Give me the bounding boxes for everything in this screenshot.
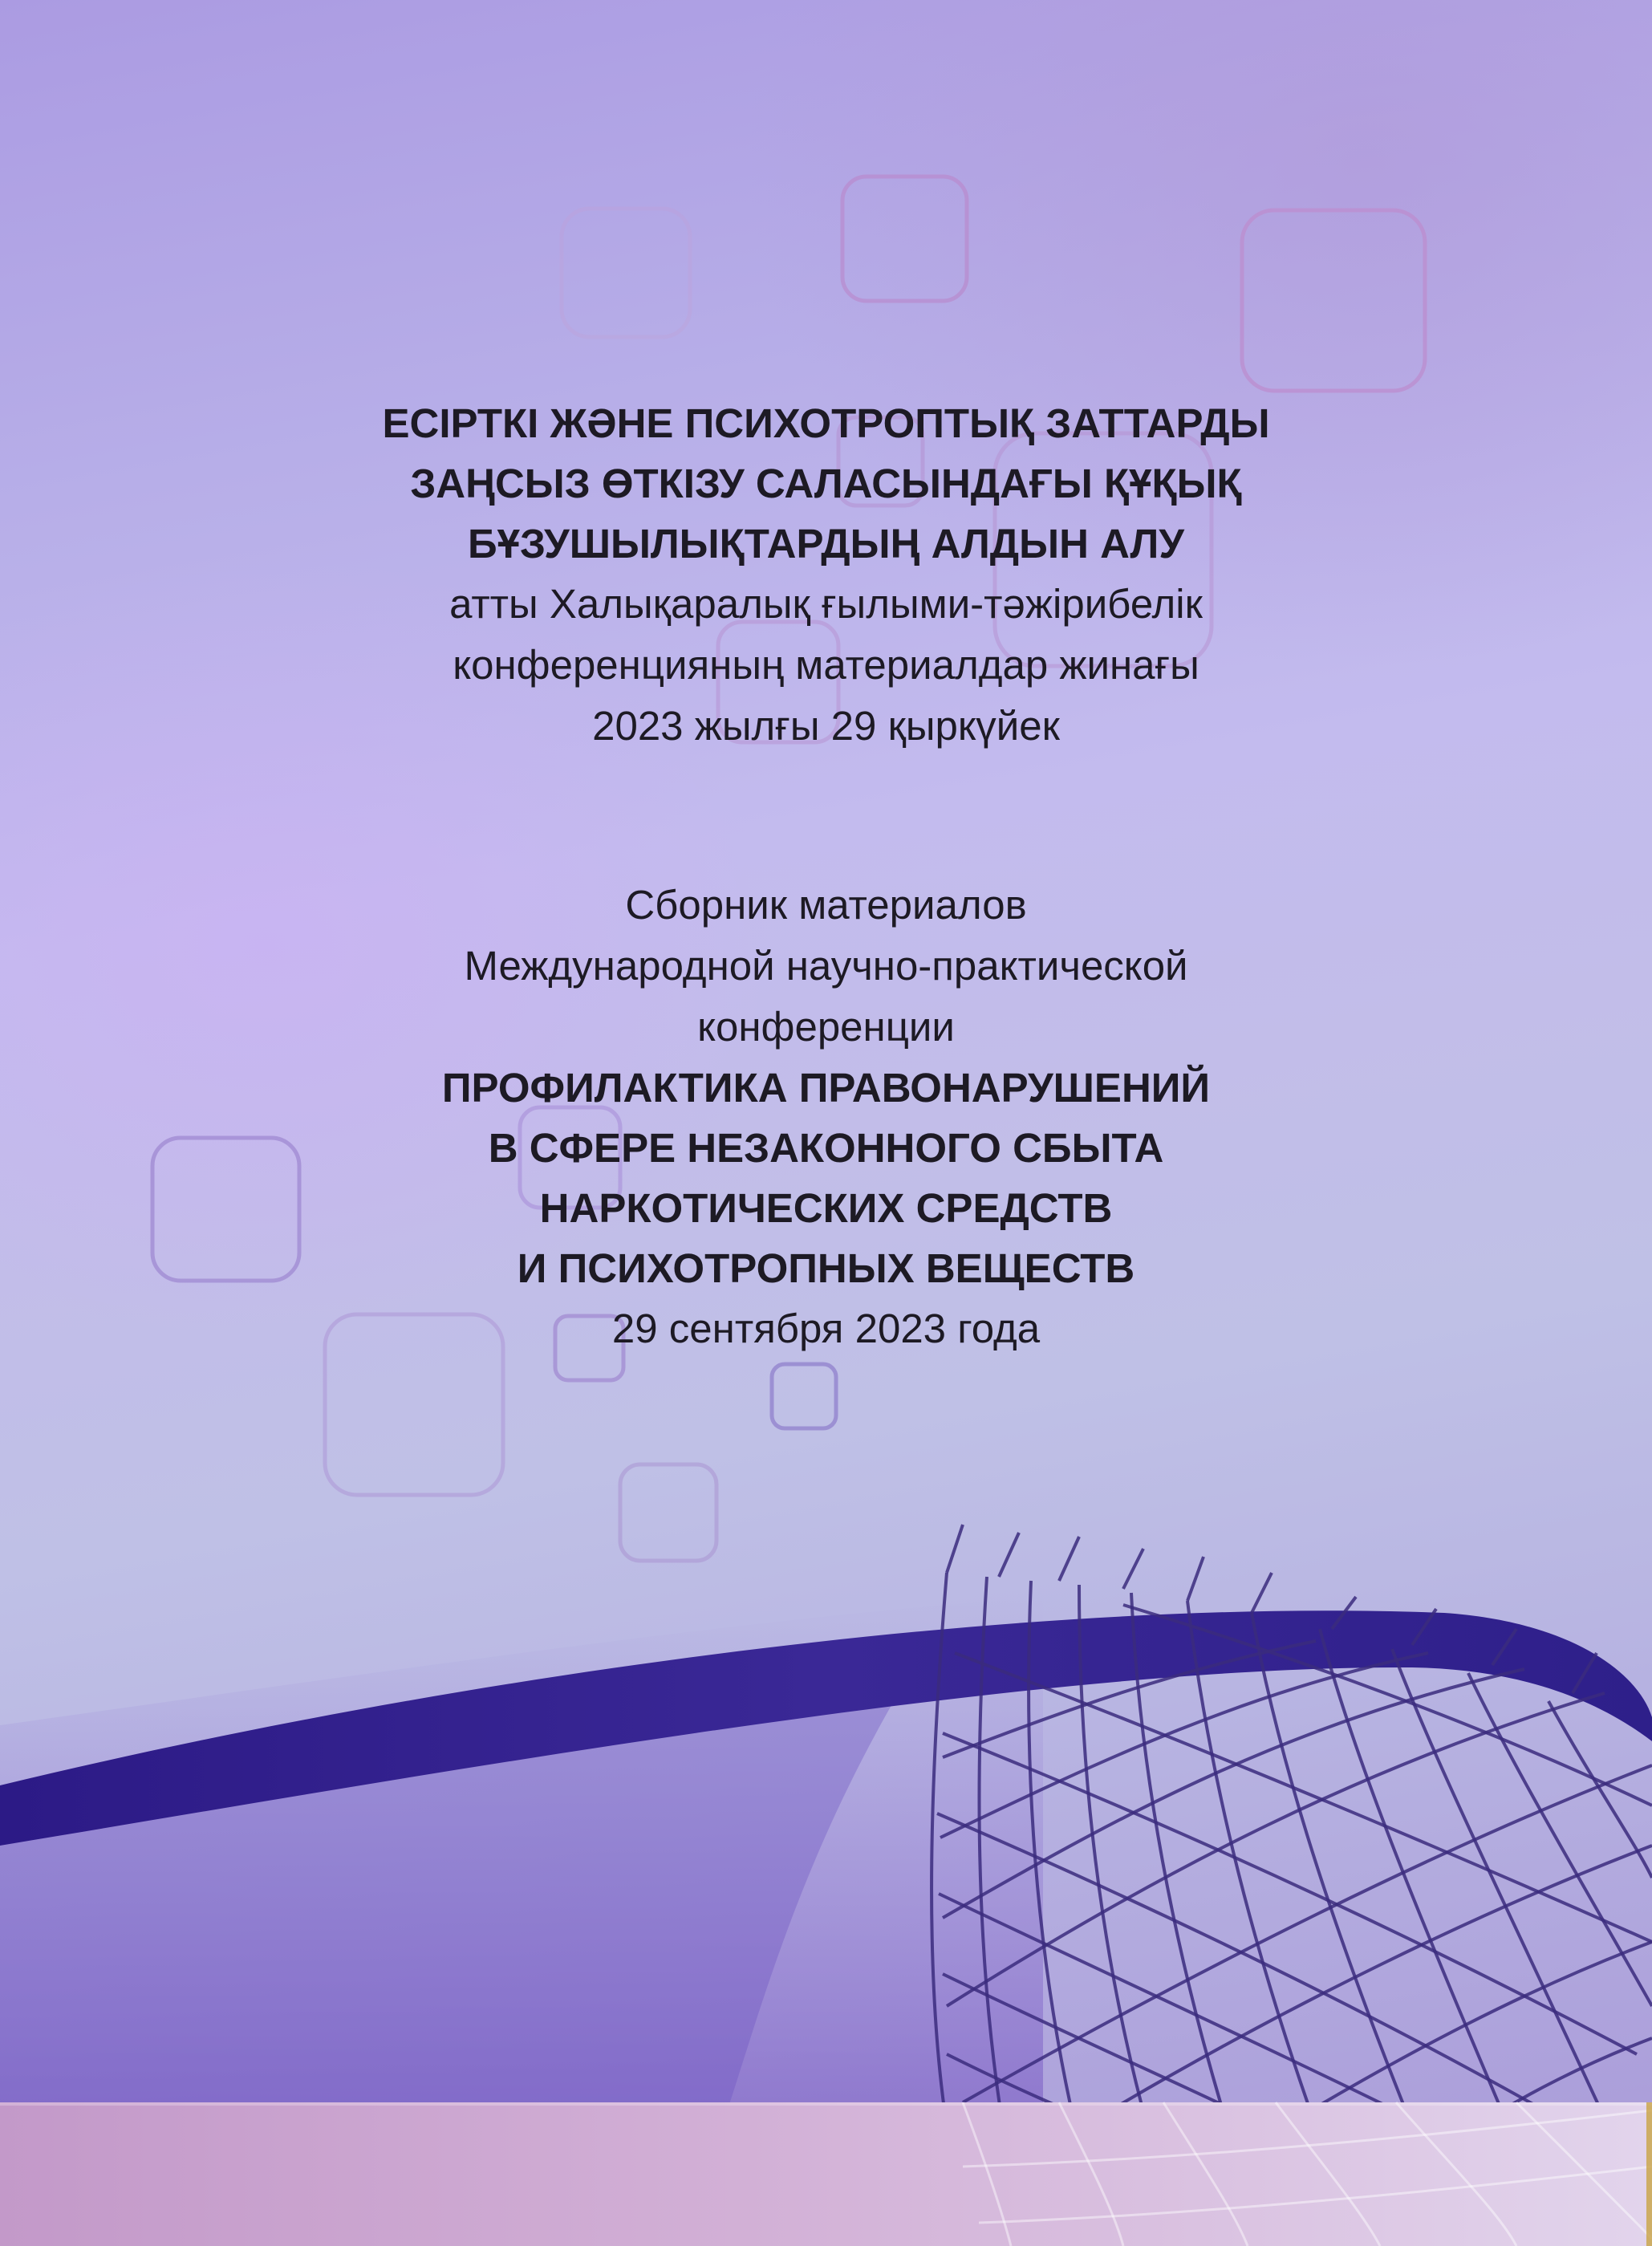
kazakh-title-block [0,393,1652,757]
kz-title-line: ЕСІРТКІ ЖӘНЕ ПСИХОТРОПТЫҚ ЗАТТАРДЫ [382,400,1270,446]
ru-title-line: И ПСИХОТРОПНЫХ ВЕЩЕСТВ [517,1245,1135,1291]
ru-intro-line: Международной научно-практической [464,943,1188,989]
ru-title-line: ПРОФИЛАКТИКА ПРАВОНАРУШЕНИЙ [441,1065,1211,1111]
russian-title-block [0,875,1652,1359]
bottom-band [0,2102,1652,2246]
kz-title-line: БҰЗУШЫЛЫҚТАРДЫҢ АЛДЫН АЛУ [467,521,1185,567]
kz-title-line: ЗАҢСЫЗ ӨТКІЗУ САЛАСЫНДАҒЫ ҚҰҚЫҚ [410,461,1242,506]
ru-date: 29 сентября 2023 года [611,1306,1041,1351]
ru-title-line: В СФЕРЕ НЕЗАКОННОГО СБЫТА [488,1125,1164,1171]
ru-intro-line: конференции [697,1004,955,1050]
kz-date: 2023 жылғы 29 қыркүйек [592,703,1060,749]
ru-title-line: НАРКОТИЧЕСКИХ СРЕДСТВ [539,1185,1113,1231]
ru-intro-line: Сборник материалов [625,882,1027,928]
kz-subtitle-line: конференцияның материалдар жинағы [453,642,1199,688]
kz-subtitle-line: атты Халықаралық ғылыми-тәжірибелік [449,581,1203,627]
